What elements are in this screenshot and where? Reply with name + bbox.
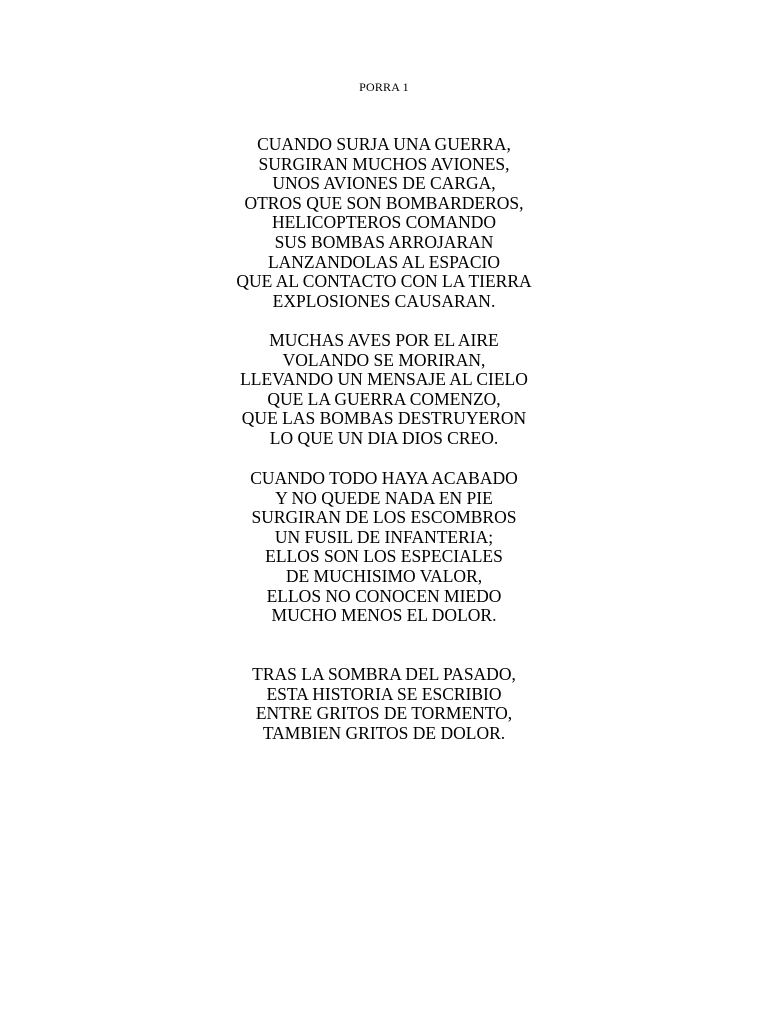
- poem-line: HELICOPTEROS COMANDO: [271, 212, 497, 233]
- poem-line: SURGIRAN DE LOS ESCOMBROS: [251, 507, 517, 528]
- document-title: PORRA 1: [359, 80, 409, 94]
- poem-line: TRAS LA SOMBRA DEL PASADO,: [252, 664, 516, 684]
- poem-line: OTROS QUE SON BOMBARDEROS,: [244, 192, 524, 213]
- poem-line: LANZANDOLAS AL ESPACIO: [267, 251, 501, 272]
- poem-line: QUE LAS BOMBAS DESTRUYERON: [241, 408, 527, 429]
- stanza-1: [0, 135, 768, 311]
- poem-line: EXPLOSIONES CAUSARAN.: [272, 290, 496, 311]
- poem-line: VOLANDO SE MORIRAN,: [282, 349, 486, 370]
- poem-line: CUANDO TODO HAYA ACABADO: [250, 468, 518, 488]
- poem-line: ELLOS NO CONOCEN MIEDO: [266, 585, 502, 606]
- poem-line: LLEVANDO UN MENSAJE AL CIELO: [240, 369, 528, 390]
- poem-line: Y NO QUEDE NADA EN PIE: [275, 487, 493, 508]
- poem-line: UN FUSIL DE INFANTERIA;: [274, 526, 494, 547]
- poem-line: ENTRE GRITOS DE TORMENTO,: [255, 703, 513, 724]
- poem-line: QUE LA GUERRA COMENZO,: [267, 388, 501, 409]
- poem-line: QUE AL CONTACTO CON LA TIERRA: [236, 271, 532, 292]
- poem-line: ELLOS SON LOS ESPECIALES: [265, 546, 503, 567]
- stanza-3: [0, 469, 768, 626]
- poem-line: MUCHAS AVES POR EL AIRE: [269, 330, 499, 350]
- poem-line: DE MUCHISIMO VALOR,: [285, 565, 483, 586]
- poem-line: CUANDO SURJA UNA GUERRA,: [257, 134, 511, 154]
- poem-line: SUS BOMBAS ARROJARAN: [274, 231, 494, 252]
- poem-line: ESTA HISTORIA SE ESCRIBIO: [266, 683, 502, 704]
- poem-line: TAMBIEN GRITOS DE DOLOR.: [262, 722, 506, 743]
- poem-line: LO QUE UN DIA DIOS CREO.: [269, 427, 499, 448]
- poem-line: UNOS AVIONES DE CARGA,: [272, 173, 496, 194]
- stanza-2: [0, 331, 768, 449]
- poem-line: SURGIRAN MUCHOS AVIONES,: [258, 153, 510, 174]
- stanza-4: [0, 665, 768, 743]
- poem-line: MUCHO MENOS EL DOLOR.: [271, 605, 497, 626]
